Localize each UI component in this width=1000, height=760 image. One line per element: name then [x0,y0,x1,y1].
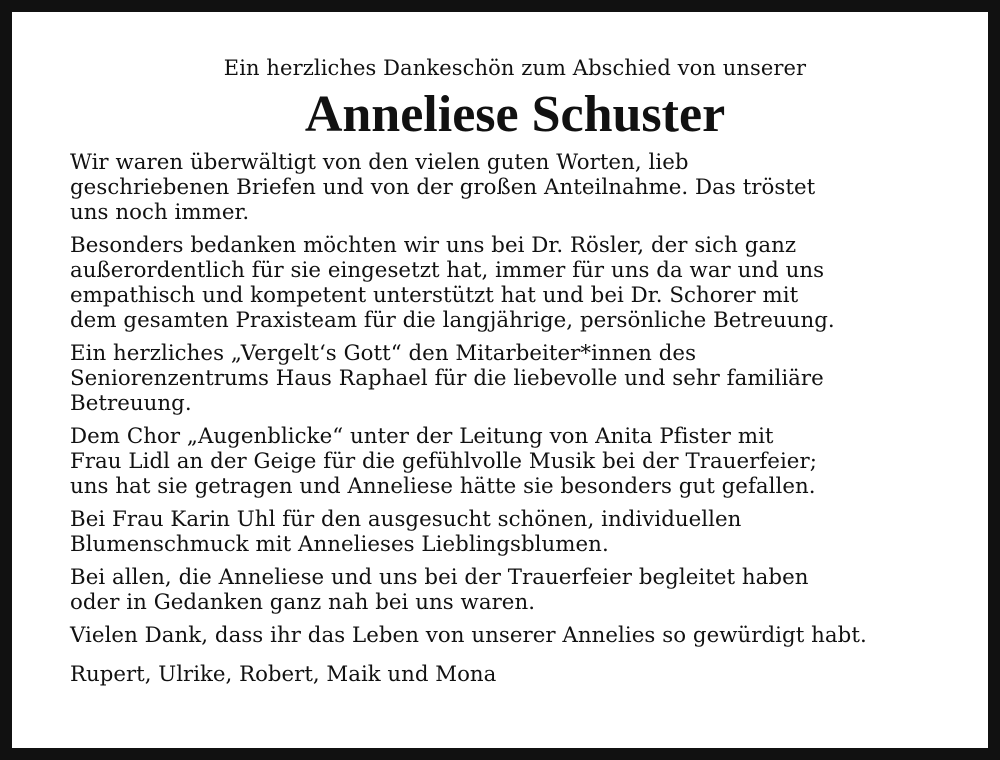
notice-intro: Ein herzliches Dankeschön zum Abschied von unserer [223,56,807,80]
thanks-paragraph-doctors: Besonders bedanken möchten wir uns bei Dr. Rösler, der sich ganz außerordentlich für sie eingesetzt hat, immer für uns da war und uns empathisch und kompetent unterstützt hat und bei Dr. Schorer mit dem gesamten Praxisteam für die langjährige, persönliche Betreuung. [70,233,835,333]
thanks-paragraph-flowers: Bei Frau Karin Uhl für den ausgesucht schönen, individuellen Blumenschmuck mit Annelieses Lieblingsblumen. [70,507,742,557]
thanks-paragraph-attendees: Bei allen, die Anneliese und uns bei der Trauerfeier begleitet haben oder in Gedanken ganz nah bei uns waren. [70,565,809,615]
thanks-paragraph-words: Wir waren überwältigt von den vielen guten Worten, lieb geschriebenen Briefen und von der großen Anteilnahme. Das tröstet uns noch immer. [70,150,816,225]
thanks-paragraph-closing: Vielen Dank, dass ihr das Leben von unserer Annelies so gewürdigt habt. [70,623,867,648]
thanks-paragraph-care-home: Ein herzliches „Vergelt‘s Gott“ den Mitarbeiter*innen des Seniorenzentrums Haus Raphael für die liebevolle und sehr familiäre Betreuung. [70,341,824,416]
notice-content [70,54,960,687]
thanks-paragraph-choir: Dem Chor „Augenblicke“ unter der Leitung von Anita Pfister mit Frau Lidl an der Geige für die gefühlvolle Musik bei der Trauerfeier; uns hat sie getragen und Anneliese hätte sie besonders gut gefallen. [70,424,817,499]
family-signature: Rupert, Ulrike, Robert, Maik und Mona [70,662,497,687]
deceased-name: Anneliese Schuster [304,86,726,143]
